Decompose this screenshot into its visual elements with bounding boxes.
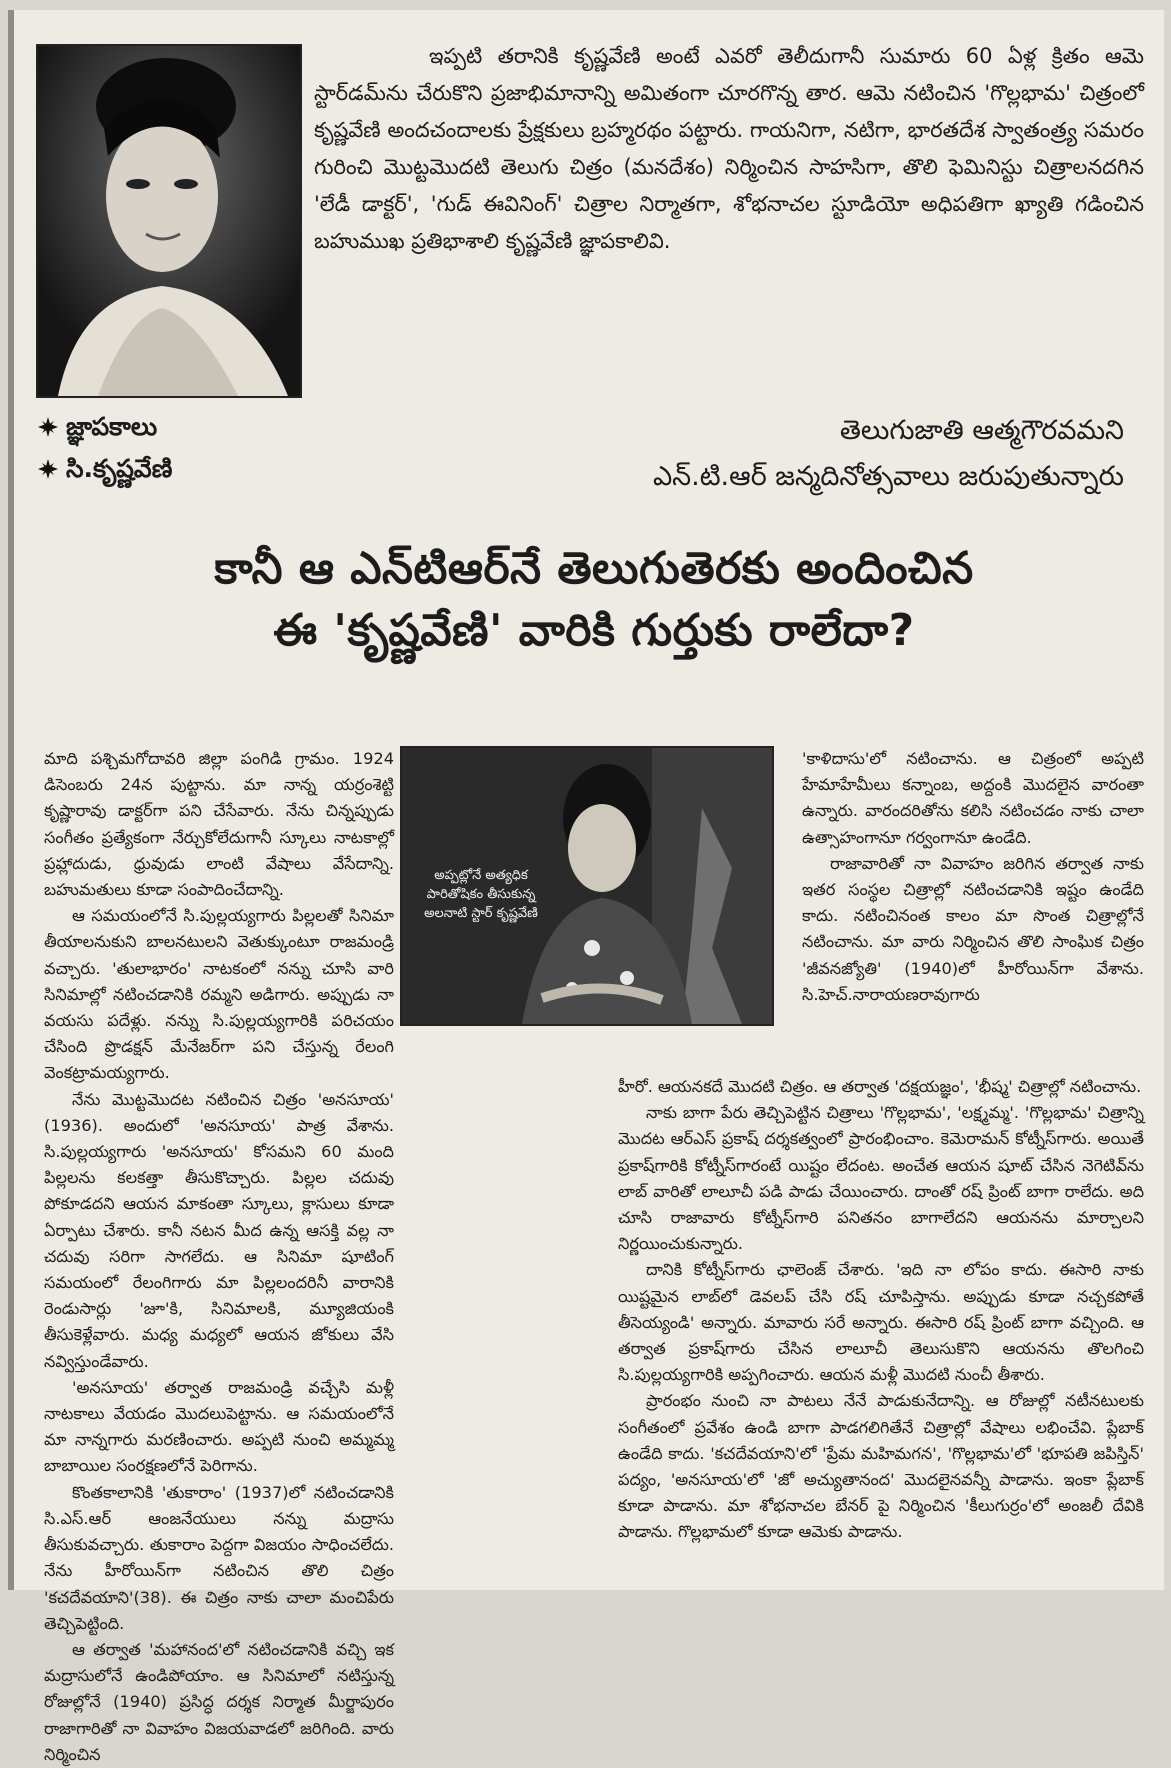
series-tags [38,406,172,490]
headline [54,538,1134,662]
paragraph: ఆ సమయంలోనే సి.పుల్లయ్యగారు పిల్లలతో సినిమా తీయాలనుకుని బాలనటులని వెతుక్కుంటూ రాజమండ్రి వచ్చారు. 'తులాభారం' నాటకంలో నన్ను చూసి వారి సినిమాల్లో నటించడానికి రమ్మని అడిగారు. అప్పుడు నా వయసు పదేళ్లు. నన్ను సి.పుల్లయ్యగారికి పరిచయం చేసింది ప్రొడక్షన్ మేనేజర్‌గా పని చేస్తున్న రేలంగి వెంకట్రామయ్యగారు. [44,906,394,1083]
tag-label: సి.కృష్ణవేణి [66,454,173,483]
paragraph: ఆ తర్వాత 'మహానంద'లో నటించడానికి వచ్చి ఇక మద్రాసులోనే ఉండిపోయాం. ఆ సినిమాలో నటిస్తున్న రోజుల్లోనే (1940) ప్రసిద్ధ దర్శక నిర్మాత మీర్జాపురం రాజాగారితో నా వివాహం విజయవాడలో జరిగింది. వారు నిర్మించిన [44,1639,394,1764]
headline-line: కానీ ఆ ఎన్‌టిఆర్‌నే తెలుగుతెరకు అందించిన [214,543,974,594]
paragraph: దానికి కోట్నీస్‌గారు ఛాలెంజ్ చేశారు. 'ఇది నా లోపం కాదు. ఈసారి నాకు యిష్టమైన లాబ్‌లో డెవలప్ చేసి రష్ చూపిస్తాను. అప్పుడు కూడా నచ్చకపోతే తీసెయ్యండి' అన్నారు. మావారు సరే అన్నారు. ఈసారి రష్ ప్రింట్ బాగా వచ్చింది. ఆ తర్వాత ప్రకాష్‌గారు చేసిన లాలూచీ తెలుసుకొని ఆయనను తొలగించి సి.పుల్లయ్యగారికి అప్పగించారు. ఆయన మళ్లీ మొదటి నుంచీ తీశారు. [618,1260,1144,1385]
portrait-illustration [38,46,300,396]
newspaper-page [8,10,1164,1764]
paragraph: నేను మొట్టమొదట నటించిన చిత్రం 'అనసూయ' (1936). అందులో 'అనసూయ' పాత్ర వేశాను. సి.పుల్లయ్యగారు 'అనసూయ' కోసమని 60 మంది పిల్లలను కలకత్తా తీసుకొచ్చారు. పిల్లల చదువు పోకూడదని ఆయన మాకంతా స్కూలు, క్లాసులు కూడా ఏర్పాటు చేశారు. కానీ నటన మీద ఉన్న ఆసక్తి వల్ల నా చదువు సరిగా సాగలేదు. ఆ సినిమా షూటింగ్ సమయంలో రేలంగిగారు మా పిల్లలందరినీ వారానికి రెండుసార్లు 'జూ'కి, సినిమాలకి, మ్యూజియంకి తీసుకెళ్లేవారు. మధ్య మధ్యలో ఆయన జోకులు వేసి నవ్విస్తుండేవారు. [44,1089,394,1371]
kicker-line: తెలుగుజాతి ఆత్మగౌరవమని [839,415,1124,446]
paragraph: నాకు బాగా పేరు తెచ్చిపెట్టిన చిత్రాలు 'గొల్లభామ', 'లక్ష్మమ్మ'. 'గొల్లభామ' చిత్రాన్ని మొదట ఆర్ఎస్ ప్రకాష్ దర్శకత్వంలో ప్రారంభించాం. కెమెరామన్ కోట్నీస్‌గారు. అయితే ప్రకాష్‌గారికి కోట్నీస్‌గారంటే యిష్టం లేదంట. అంచేత ఆయన షూట్ చేసిన నెగెటివ్‌ను లాబ్ వారితో లాలూచీ పడి పాడు చేయించారు. దాంతో రష్ ప్రింట్ బాగా రాలేదు. అది చూసి రాజావారు కోట్నీస్‌గారి పనితనం బాగాలేదని ఆయనను మార్చాలని నిర్ణయించుకున్నారు. [618,1103,1144,1254]
portrait-photo [36,44,302,398]
intro-text: ఇప్పటి తరానికి కృష్ణవేణి అంటే ఎవరో తెలీదుగానీ సుమారు 60 ఏళ్ల క్రితం ఆమె స్టార్‌డమ్‌ను చేరుకొని ప్రజాభిమానాన్ని అమితంగా చూరగొన్న తార. ఆమె నటించిన 'గొల్లభామ' చిత్రంలో కృష్ణవేణి అందచందాలకు ప్రేక్షకులు బ్రహ్మరథం పట్టారు. గాయనిగా, నటిగా, భారతదేశ స్వాతంత్ర్య సమరం గురించి మొట్టమొదటి తెలుగు చిత్రం (మనదేశం) నిర్మించిన సాహసిగా, తొలి ఫెమినిస్టు చిత్రాలనదగిన 'లేడీ డాక్టర్', 'గుడ్ ఈవినింగ్' చిత్రాల నిర్మాతగా, శోభనాచల స్టూడియో అధిపతిగా ఖ్యాతి గడించిన బహుముఖ ప్రతిభాశాలి కృష్ణవేణి జ్ఞాపకాలివి. [314,44,1144,253]
paragraph: ప్రారంభం నుంచి నా పాటలు నేనే పాడుకునేదాన్ని. ఆ రోజుల్లో నటీనటులకు సంగీతంలో ప్రవేశం ఉండి బాగా పాడగలిగితేనే చిత్రాల్లో వేషాలు లభించేవి. ప్లేబాక్ ఉండేది కాదు. 'కచదేవయాని'లో 'ప్రేమ మహిమగన', 'గొల్లభామ'లో 'భూపతి జపిస్తిన్' పద్యం, 'అనసూయ'లో 'జో అచ్యుతానంద' మొదలైనవన్నీ పాడాను. ఇంకా ప్లేబాక్ కూడా పాడాను. మా శోభనాచల బేనర్ పై నిర్మించిన 'కీలుగుర్రం'లో అంజలీ దేవికి పాడాను. గొల్లభామలో కూడా ఆమెకు పాడాను. [618,1391,1144,1542]
tag-author [38,448,172,490]
photo-caption: అప్పట్లోనే అత్యధిక పారితోషికం తీసుకున్న అలనాటి స్టార్ కృష్ణవేణి [424,868,538,921]
tag-label: జ్ఞాపకాలు [66,412,158,441]
paragraph: రాజావారితో నా వివాహం జరిగిన తర్వాత నాకు ఇతర సంస్థల చిత్రాల్లో నటించడానికి ఇష్టం ఉండేది కాదు. నటించినంత కాలం మా సొంత చిత్రాల్లోనే నటించాను. మా వారు నిర్మించిన తొలి సాంఘిక చిత్రం 'జీవనజ్యోతి' (1940)లో హీరోయిన్‌గా వేశాను. సి.హెచ్.నారాయణరావుగారు [802,853,1144,1004]
paragraph: 'కాళిదాసు'లో నటించాను. ఆ చిత్రంలో అప్పటి హేమాహేమీలు కన్నాంబ, అద్దంకి మొదలైన వారంతా ఉన్నారు. వారందరితోను కలిసి నటించడం నాకు చాలా ఉత్సాహంగానూ గర్వంగానూ ఉండేది. [802,749,1144,847]
body-column-right [802,746,1144,1008]
paragraph: హీరో. ఆయనకదే మొదటి చిత్రం. ఆ తర్వాత 'దక్షయజ్ఞం', 'భీష్మ' చిత్రాల్లో నటించాను. [618,1077,1142,1096]
kicker [474,408,1124,500]
body-column-wide [618,1074,1144,1546]
tag-memories [38,406,172,448]
headline-line: ఈ 'కృష్ణవేణి' వారికి గుర్తుకు రాలేదా? [273,605,915,656]
paragraph: కొంతకాలానికి 'తుకారాం' (1937)లో నటించడానికి సి.ఎస్.ఆర్ ఆంజనేయులు నన్ను మద్రాసు తీసుకువచ్చారు. తుకారాం పెద్దగా విజయం సాధించలేదు. నేను హీరోయిన్‌గా నటించిన తొలి చిత్రం 'కచదేవయాని'(38). ఈ చిత్రం నాకు చాలా మంచిపేరు తెచ్చిపెట్టింది. [44,1482,394,1633]
inset-photo [400,746,774,1026]
burst-icon [38,417,58,437]
paragraph: మాది పశ్చిమగోదావరి జిల్లా పంగిడి గ్రామం. 1924 డిసెంబరు 24న పుట్టాను. మా నాన్న యర్రంశెట్టి కృష్ణారావు డాక్టర్‌గా పని చేసేవారు. నేను చిన్నప్పుడు సంగీతం ప్రత్యేకంగా నేర్చుకోలేదుగానీ స్కూలు నాటకాల్లో ప్రహ్లాదుడు, ధ్రువుడు లాంటి వేషాలు వేసేదాన్ని. బహుమతులు కూడా సంపాదించేదాన్ని. [44,749,394,900]
paragraph: 'అనసూయ' తర్వాత రాజమండ్రి వచ్చేసి మళ్లీ నాటకాలు వేయడం మొదలుపెట్టాను. ఆ సమయంలోనే మా నాన్నగారు మరణించారు. అప్పటి నుంచి అమ్మమ్మ బాబాయిల సంరక్షణలోనే పెరిగాను. [44,1377,394,1476]
burst-icon [38,459,58,479]
body-column-left [44,746,394,1768]
kicker-line: ఎన్.టి.ఆర్ జన్మదినోత్సవాలు జరుపుతున్నారు [652,461,1124,492]
